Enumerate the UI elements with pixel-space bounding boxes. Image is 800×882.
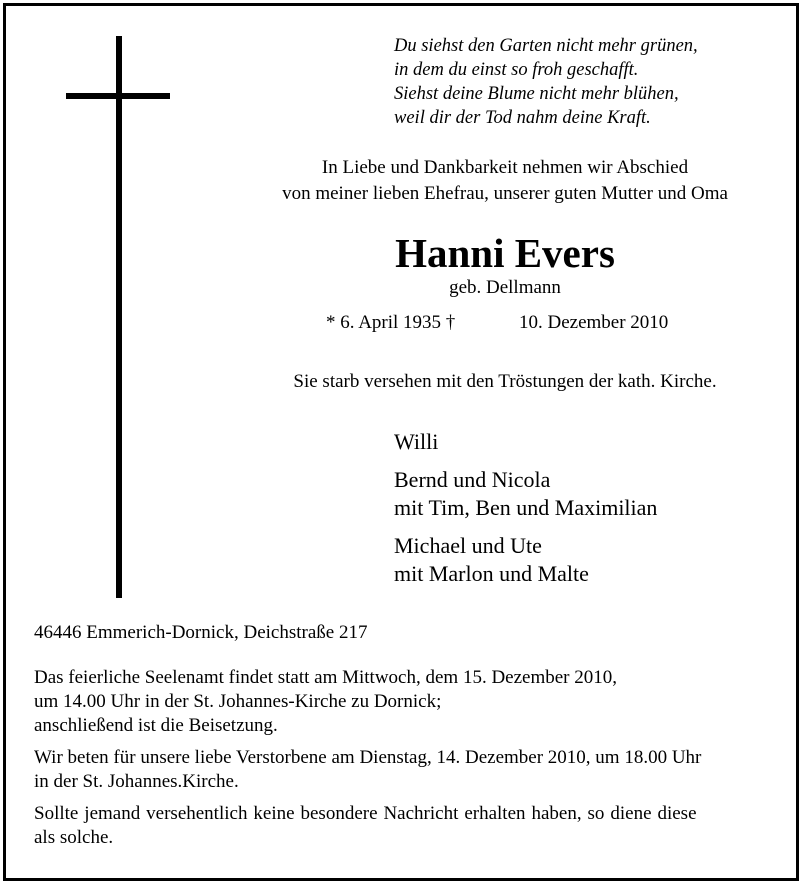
service-paragraph [34, 666, 767, 738]
cross-vertical-bar [116, 36, 122, 598]
family-line: Michael und Ute [394, 533, 542, 558]
family-line: Willi [394, 429, 439, 454]
intro-line-1: In Liebe und Dankbarkeit nehmen wir Abschied [321, 157, 689, 178]
notice-paragraph [34, 802, 767, 850]
cross-horizontal-bar [66, 93, 170, 99]
family-line: mit Tim, Ben und Maximilian [394, 495, 658, 520]
poem-line: weil dir der Tod nahm deine Kraft. [394, 108, 651, 128]
poem-line: in dem du einst so froh geschafft. [394, 60, 639, 80]
family-group [394, 532, 657, 588]
family-group [394, 428, 657, 456]
family-line: Bernd und Nicola [394, 467, 551, 492]
family-list [394, 428, 657, 598]
intro-text [240, 155, 770, 207]
church-note: Sie starb versehen mit den Tröstungen der kath. Kirche. [293, 371, 717, 392]
service-line: Das feierliche Seelenamt findet statt am Mittwoch, dem 15. Dezember 2010, [34, 667, 618, 688]
maiden-name: geb. Dellmann [449, 277, 561, 298]
deceased-name: Hanni Evers [395, 230, 615, 276]
prayer-line: in der St. Johannes.Kirche. [34, 771, 239, 792]
birth-date: * 6. April 1935 † [326, 312, 456, 333]
poem-line: Du siehst den Garten nicht mehr grünen, [394, 36, 698, 56]
poem [394, 34, 698, 130]
notice-line: als solche. [34, 827, 114, 848]
poem-line: Siehst deine Blume nicht mehr blühen, [394, 84, 679, 104]
service-line: anschließend ist die Beisetzung. [34, 715, 278, 736]
prayer-paragraph [34, 746, 767, 794]
family-group [394, 466, 657, 522]
intro-line-2: von meiner lieben Ehefrau, unserer guten Mutter und Oma [282, 183, 728, 204]
prayer-line: Wir beten für unsere liebe Verstorbene am Dienstag, 14. Dezember 2010, um 18.00 Uhr [34, 747, 702, 768]
address: 46446 Emmerich-Dornick, Deichstraße 217 [34, 622, 368, 643]
death-date: 10. Dezember 2010 [519, 312, 669, 333]
service-line: um 14.00 Uhr in der St. Johannes-Kirche zu Dornick; [34, 691, 442, 712]
family-line: mit Marlon und Malte [394, 561, 589, 586]
notice-line: Sollte jemand versehentlich keine besondere Nachricht erhalten haben, so diene diese [34, 803, 697, 824]
